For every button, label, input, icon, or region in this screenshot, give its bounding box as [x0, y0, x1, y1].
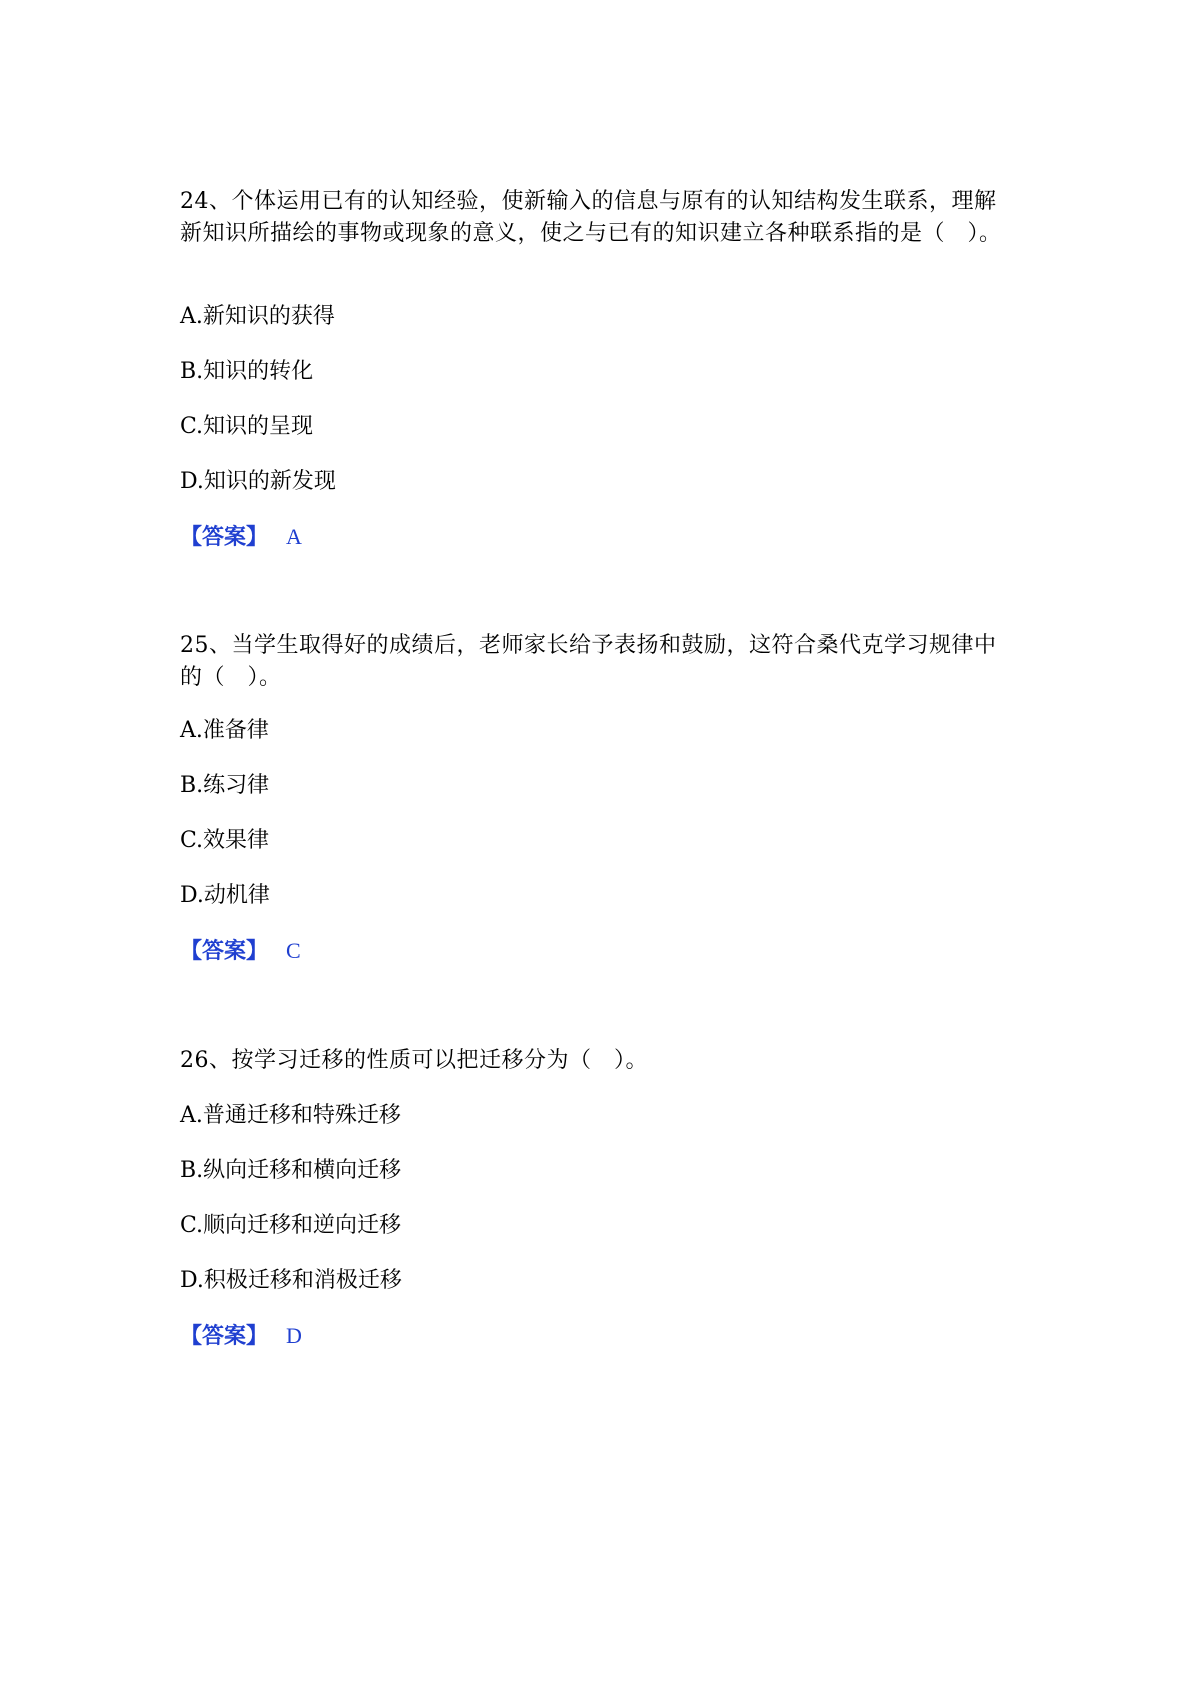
option-d: D.动机律: [180, 883, 270, 908]
answer-label: 【答案】: [180, 524, 269, 550]
option-b: B.知识的转化: [180, 359, 314, 384]
answer-label: 【答案】: [180, 938, 269, 964]
answer-value: D: [286, 1323, 302, 1348]
option-a: A.准备律: [180, 718, 269, 743]
question-26: [180, 1045, 1010, 1349]
option-c: C.知识的呈现: [180, 414, 314, 439]
answer-label: 【答案】: [180, 1323, 269, 1349]
option-c: C.顺向迁移和逆向迁移: [180, 1213, 402, 1238]
answer-value: A: [286, 524, 302, 549]
question-stem: 26、按学习迁移的性质可以把迁移分为（ ）。: [180, 1048, 648, 1073]
option-a: A.普通迁移和特殊迁移: [180, 1103, 401, 1128]
question-stem: 25、当学生取得好的成绩后，老师家长给予表扬和鼓励，这符合桑代克学习规律中的（ ）。: [180, 633, 997, 690]
answer-line: [180, 935, 301, 968]
option-a: A.新知识的获得: [180, 304, 335, 329]
option-c: C.效果律: [180, 828, 270, 853]
answer-line: [180, 1320, 302, 1353]
question-stem: 24、个体运用已有的认知经验，使新输入的信息与原有的认知结构发生联系，理解新知识所描绘的事物或现象的意义，使之与已有的知识建立各种联系指的是（ ）。: [180, 189, 1002, 246]
question-25: [180, 630, 1010, 964]
question-24: [180, 186, 1010, 550]
option-d: D.积极迁移和消极迁移: [180, 1268, 402, 1293]
answer-value: C: [286, 938, 301, 963]
option-d: D.知识的新发现: [180, 469, 336, 494]
option-b: B.纵向迁移和横向迁移: [180, 1158, 402, 1183]
answer-line: [180, 521, 302, 554]
option-b: B.练习律: [180, 773, 270, 798]
